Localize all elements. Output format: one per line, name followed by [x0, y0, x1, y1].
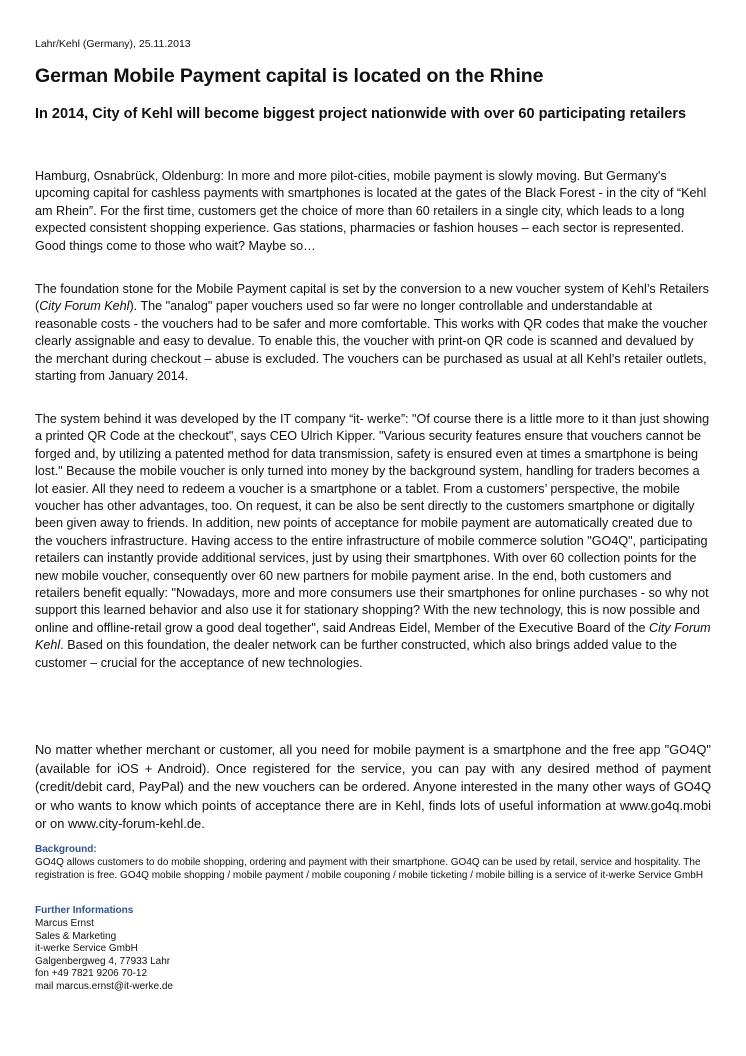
paragraph-foundation-text-a: The foundation stone for the Mobile Payment capital is set by the conversion to a new voucher system of Kehl’s Retailers (	[35, 282, 709, 314]
contact-phone: fon +49 7821 9206 70-12	[35, 968, 148, 979]
further-info-heading: Further Informations	[35, 905, 134, 916]
paragraph-foundation-text-b: ). The "analog" paper vouchers used so far were no longer controllable and understandable at reasonable costs - the vouchers had to be safer and more comfortable. This works with QR codes that make the voucher clearly assignable and easy to devalue. To enable this, the voucher with print-on QR code is scanned and devalued by the merchant during checkout – abuse is excluded. The vouchers can be purchased as usual at all Kehl’s retailer outlets, starting from January 2014.	[35, 299, 708, 384]
contact-company: it-werke Service GmbH	[35, 943, 138, 954]
paragraph-system-text-b: . Based on this foundation, the dealer network can be further constructed, which also brings added value to the customer – crucial for the acceptance of new technologies.	[35, 638, 677, 670]
paragraph-system-text-a: The system behind it was developed by the IT company “it- werke”: "Of course there is a little more to it than just showing a printed QR Code at the checkout", says CEO Ulrich Kipper. "Various security features ensure that vouchers cannot be forged and, by utilizing a patented method for data transmission, safety is ensured even at times a smartphone is being lost." Because the mobile voucher is only turned into money by the background system, handling for traders becomes a lot easier. All they need to redeem a voucher is a smartphone or a tablet. From a customers’ perspective, the mobile voucher has other advantages, too. On request, it can be also be sent directly to the customers smartphone or digitally been given away to friends. In addition, new points of acceptance for mobile payment are automatically created due to the vouchers infrastructure. Having access to the entire infrastructure of mobile commerce solution "GO4Q", participating retailers can instantly provide additional services, just by using their smartphones. With over 60 collection points for the new mobile voucher, consequently over 60 new partners for mobile payment arise. In the end, both customers and retailers benefit equally: "Nowadays, more and more consumers use their smartphones for online purchases - so why not support this learned behavior and also use it for stationary shopping? With the new technology, this is now possible and online and offline-retail grow a good deal together", said Andreas Eidel, Member of the Executive Board of the	[35, 412, 710, 635]
dateline: Lahr/Kehl (Germany), 25.11.2013	[35, 38, 191, 50]
contact-department: Sales & Marketing	[35, 930, 117, 942]
page-title: German Mobile Payment capital is located on the Rhine	[35, 65, 544, 87]
paragraph-foundation	[35, 281, 711, 385]
background-heading: Background:	[35, 844, 97, 855]
city-forum-kehl-emphasis: City Forum Kehl	[39, 299, 130, 314]
city-forum-kehl-emphasis: City Forum Kehl	[35, 620, 711, 653]
contact-address: Galgenbergweg 4, 77933 Lahr	[35, 955, 171, 967]
contact-block	[35, 918, 173, 993]
page-subtitle: In 2014, City of Kehl will become biggest project nationwide with over 60 participating retailers	[35, 106, 687, 122]
paragraph-intro: Hamburg, Osnabrück, Oldenburg: In more and more pilot-cities, mobile payment is slowly moving. But Germany's upcoming capital for cashless payments with smartphones is located at the gates of the Black Forest - in the city of “Kehl am Rhein”. For the first time, customers get the choice of more than 60 retailers in a single city, which leads to a long expected consistent shopping experience. Gas stations, pharmacies or fashion houses – each sector is represented. Good things come to those who wait? Maybe so…	[35, 169, 707, 253]
paragraph-app: No matter whether merchant or customer, all you need for mobile payment is a smartphone and the free app "GO4Q" (available for iOS + Android). Once registered for the service, you can pay with any desired method of payment (credit/debit card, PayPal) and the new vouchers can be ordered. Anyone interested in the many other ways of GO4Q or who wants to know which points of acceptance there are in Kehl, finds lots of useful information at www.go4q.mobi or on www.city-forum-kehl.de.	[35, 742, 711, 832]
paragraph-system	[35, 411, 711, 672]
background-text: GO4Q allows customers to do mobile shopping, ordering and payment with their smartphone. GO4Q can be used by retail, service and hospitality. The registration is free. GO4Q mobile shopping / mobile payment / mobile couponing / mobile ticketing / mobile billing is a service of it-werke Service GmbH	[35, 857, 704, 881]
contact-email: mail marcus.ernst@it-werke.de	[35, 980, 173, 992]
contact-name: Marcus Ernst	[35, 918, 94, 929]
